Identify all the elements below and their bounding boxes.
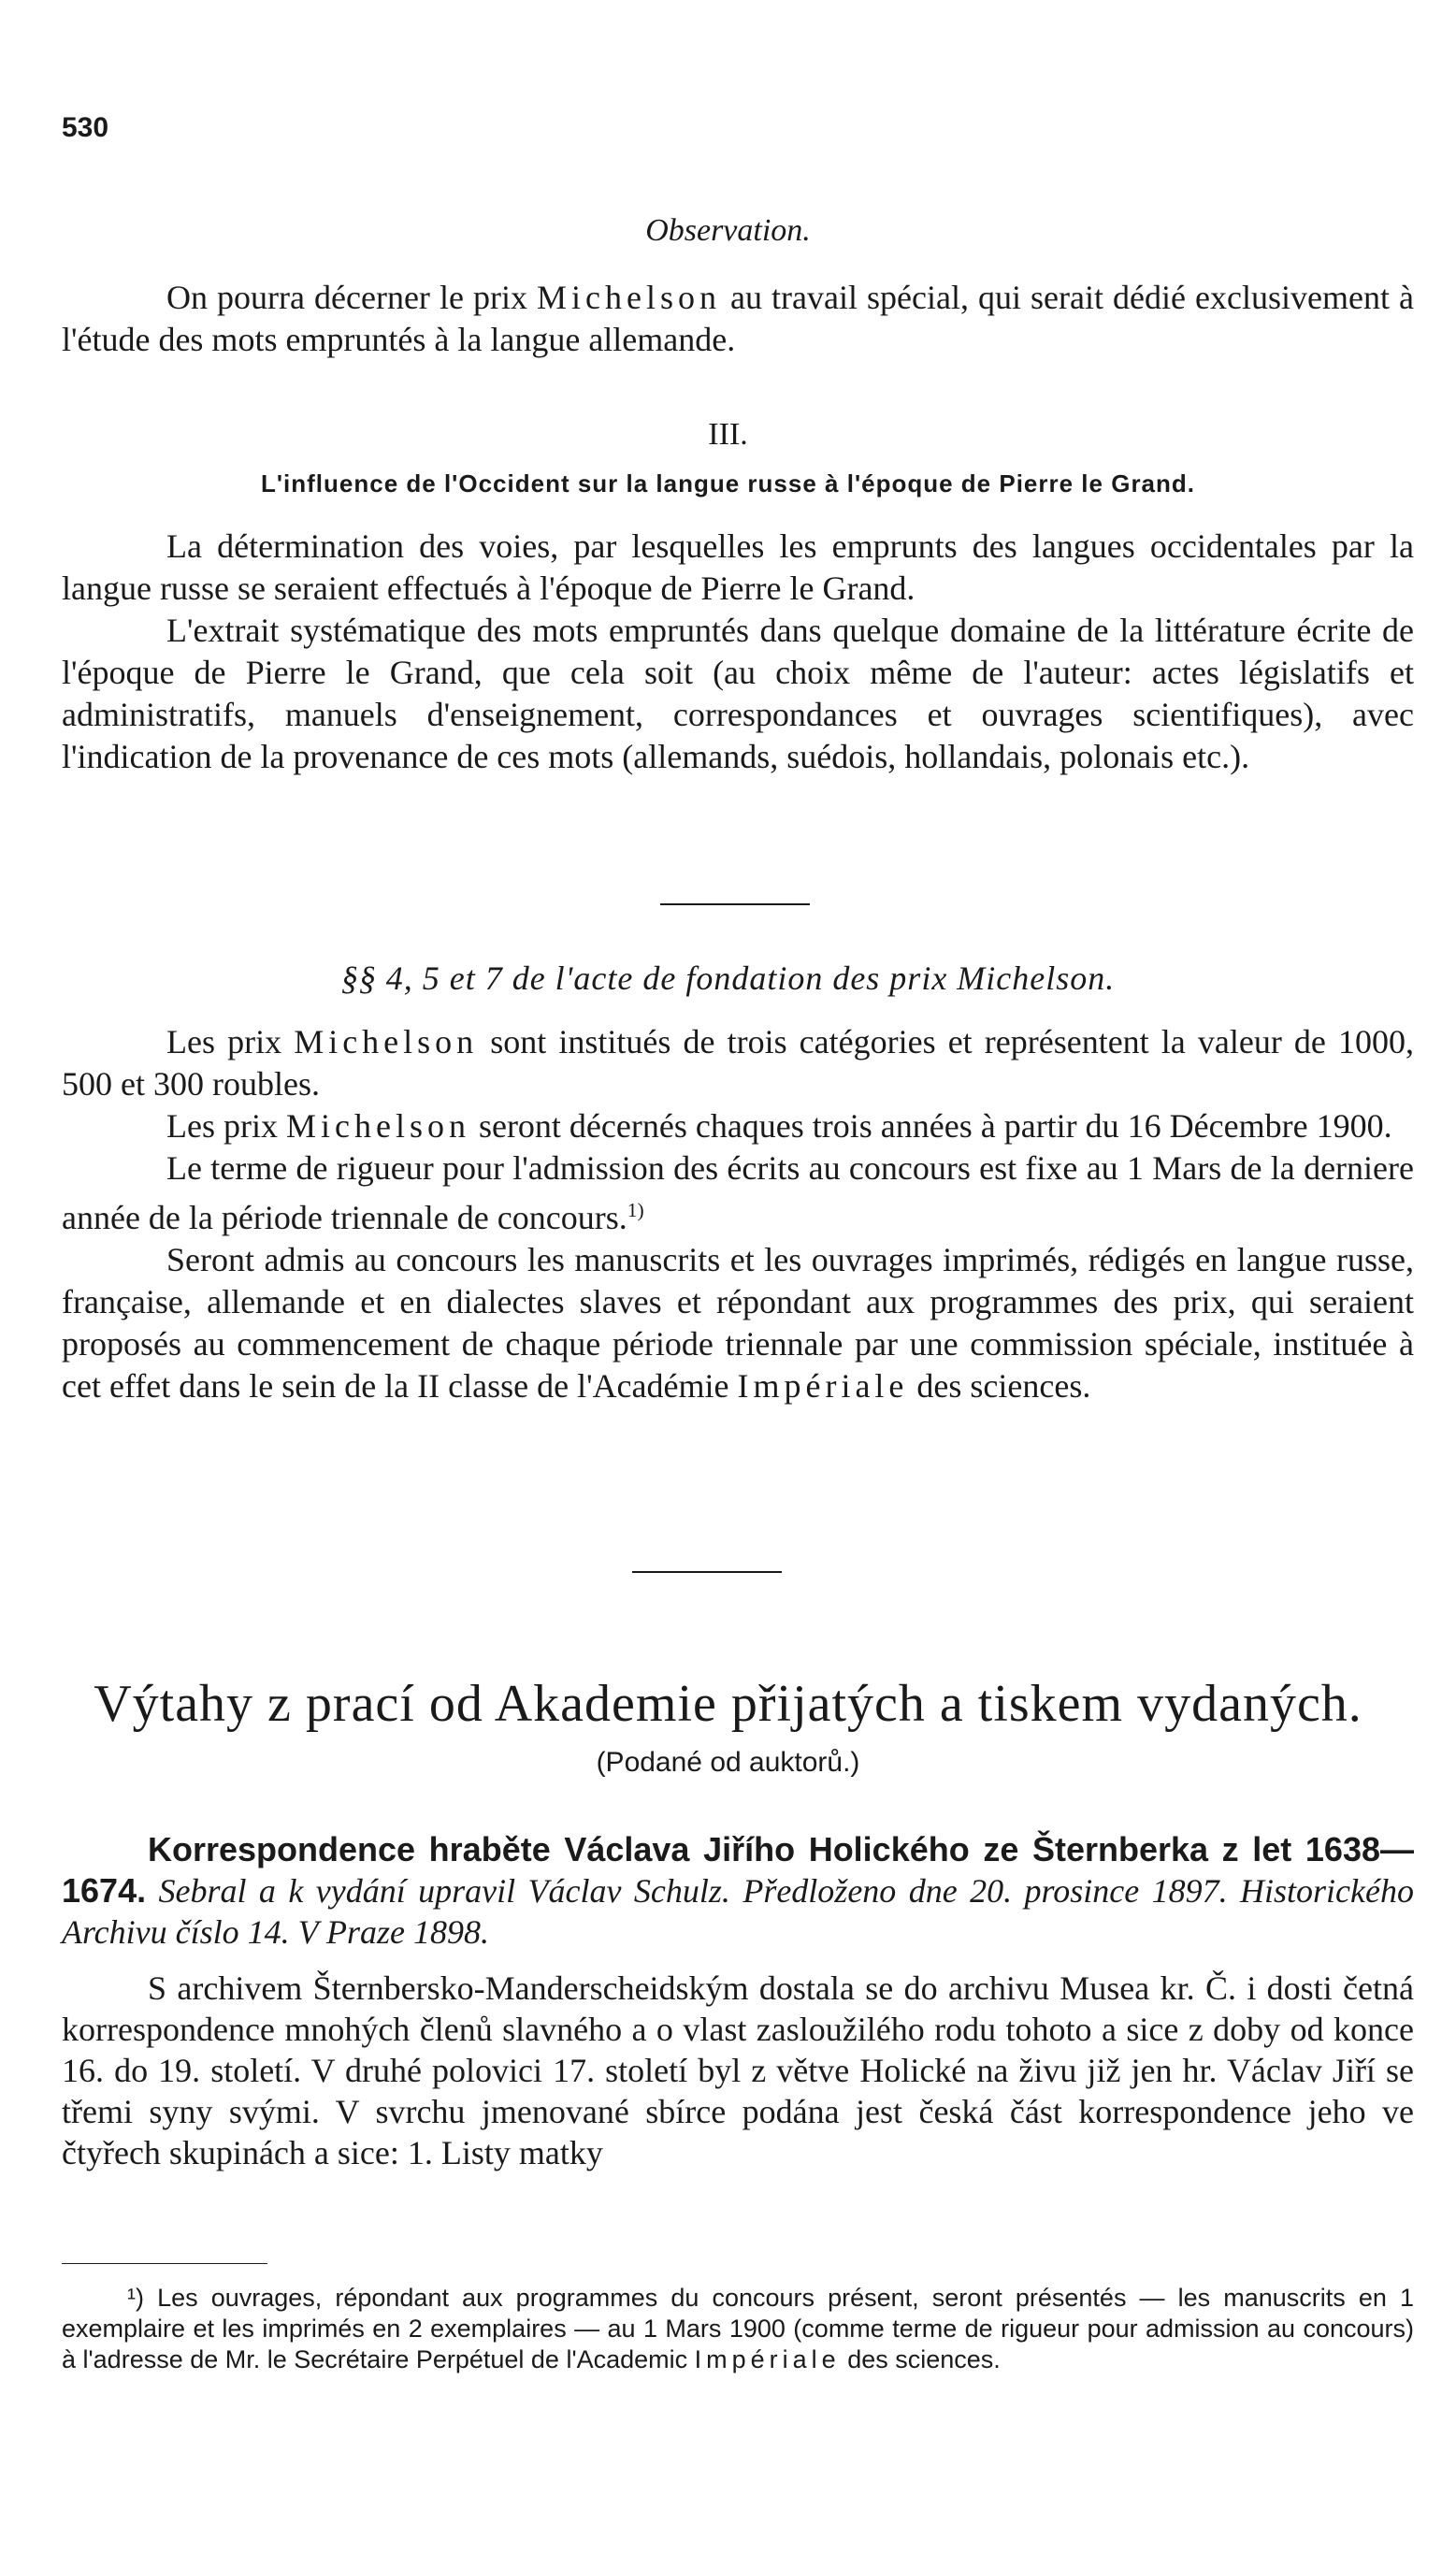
vytahy-paragraph: S archivem Šternbersko-Manderscheidským dostala se do archivu Musea kr. Č. i dosti četná korrespondence mnohých členů slavného a o vlast zasloužilého rodu tohoto a sice z doby od konce 16. do 19. století. V druhé polovici 17. století byl z větve Holické na živu již jen hr. Václav Jiří se třemi syny svými. V svrchu jmenované sbírce podána jest česká část korrespondence jeho ve čtyřech skupinách a sice: 1. Listy matky bbox=[62, 1969, 1414, 2171]
observation-title: Observation. bbox=[645, 213, 811, 248]
fondation-paragraph-3 bbox=[62, 1147, 1414, 1239]
fondation-title: §§ 4, 5 et 7 de l'acte de fondation des prix Michelson. bbox=[340, 959, 1116, 997]
text: sont institués de trois catégories et représentent la valeur de 1000, 500 et 300 roubles. bbox=[62, 1023, 1415, 1103]
section-title: L'influence de l'Occident sur la langue russe à l'époque de Pierre le Grand. bbox=[260, 469, 1196, 498]
text: Seront admis au concours les manuscrits et les ouvrages imprimés, rédigés en langue russe, française, allemande et en dialectes slaves et répondant aux programmes des prix, qui seraient proposés au commencement de chaque période triennale par une commission spéciale, instituée à cet effet dans le sein de la II classe de l'Académie bbox=[62, 1241, 1414, 1405]
fondation-paragraph-2 bbox=[62, 1105, 1414, 1147]
text: seront décernés chaques trois années à partir du 16 Décembre 1900. bbox=[469, 1107, 1392, 1145]
section3-paragraph-1: La détermination des voies, par lesquelles les emprunts des langues occidentales par la langue russe se seraient effectués à l'époque de Pierre le Grand. bbox=[62, 527, 1414, 607]
vytahy-title: Výtahy z prací od Akademie přijatých a tiskem vydaných. bbox=[94, 1675, 1362, 1733]
footnote-rule bbox=[62, 2263, 267, 2264]
entry-title: Korrespondence hraběte Václava Jiřího Holického ze Šternberka z let 1638—1674. bbox=[62, 1830, 1414, 1910]
text: des sciences. bbox=[908, 1367, 1091, 1405]
name-spaced: Michelson bbox=[294, 1023, 479, 1060]
text: au travail spécial, qui serait dédié exclusivement à l'étude des mots empruntés à la langue allemande. bbox=[62, 279, 1414, 358]
section-number: III. bbox=[708, 417, 748, 452]
fondation-paragraph-4 bbox=[62, 1239, 1414, 1407]
name-spaced: Impériale bbox=[694, 2345, 841, 2373]
text: des sciences. bbox=[840, 2345, 1001, 2373]
vytahy-entry bbox=[62, 1829, 1414, 2173]
text: Le terme de rigueur pour l'admission des écrits au concours est fixe au 1 Mars de la derniere année de la période triennale de concours. bbox=[62, 1149, 1414, 1236]
section3-paragraph-2: L'extrait systématique des mots empruntés dans quelque domaine de la littérature écrite de l'époque de Pierre le Grand, que cela soit (au choix même de l'auteur: actes législatifs et administratifs, manuels d'enseignement, correspondances et ouvrages scientifiques), avec l'indication de la provenance de ces mots (allemands, suédois, hollandais, polonais etc.). bbox=[62, 612, 1414, 775]
vytahy-subtitle: (Podané od auktorů.) bbox=[596, 1747, 860, 1778]
fondation-paragraph-1 bbox=[62, 1021, 1414, 1105]
text: On pourra décerner le prix bbox=[166, 279, 537, 316]
observation-paragraph bbox=[62, 277, 1414, 361]
section3-body bbox=[62, 526, 1414, 778]
separator-rule bbox=[660, 903, 810, 905]
entry-details: Sebral a k vydání upravil Václav Schulz. Předloženo dne 20. prosince 1897. Historického Archivu číslo 14. V Praze 1898. bbox=[62, 1872, 1414, 1951]
footnote-mark: ¹) bbox=[127, 2284, 144, 2312]
footnote-ref: 1) bbox=[627, 1199, 644, 1221]
name-spaced: Michelson bbox=[537, 279, 721, 316]
page-number: 530 bbox=[62, 112, 109, 143]
text: Les prix bbox=[166, 1107, 286, 1145]
text: Les prix bbox=[166, 1023, 295, 1060]
separator-rule bbox=[632, 1571, 782, 1573]
footnote bbox=[62, 2283, 1414, 2375]
fondation-body bbox=[62, 1021, 1414, 1407]
text: Les ouvrages, répondant aux programmes du concours présent, seront présentés — les manuscrits en 1 exemplaire et les imprimés en 2 exemplaires — au 1 Mars 1900 (comme terme de rigueur pour admission au concours) à l'adresse de Mr. le Secrétaire Perpétuel de l'Academic bbox=[62, 2284, 1414, 2373]
name-spaced: Impériale bbox=[737, 1367, 909, 1405]
name-spaced: Michelson bbox=[285, 1107, 470, 1145]
